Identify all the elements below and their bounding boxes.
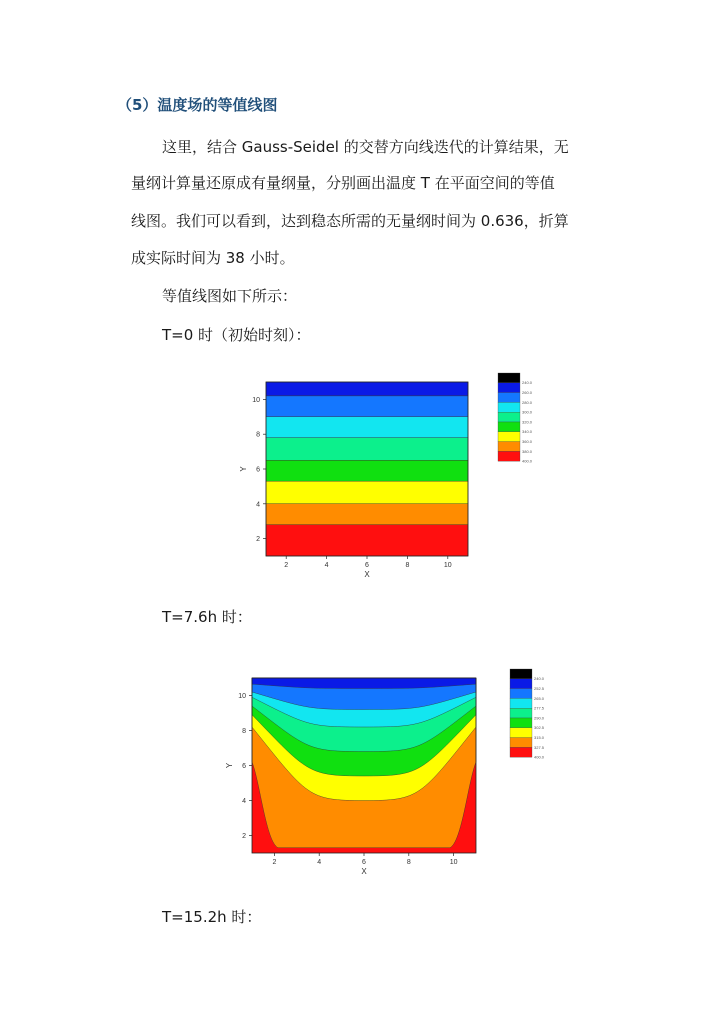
x-axis-label: X	[361, 867, 367, 876]
legend-label: 400.0	[534, 754, 545, 760]
y-axis-label: Y	[239, 466, 248, 472]
legend-swatch	[510, 698, 532, 708]
x-tick-label: 4	[317, 859, 322, 866]
x-tick-label: 10	[449, 859, 458, 866]
y-tick-label: 2	[242, 833, 246, 840]
legend-label: 280.0	[522, 399, 533, 405]
x-tick-label: 2	[272, 859, 277, 866]
x-tick-label: 2	[284, 562, 289, 569]
legend-label: 260.0	[522, 390, 533, 395]
legend-swatch	[510, 708, 532, 718]
x-tick-label: 6	[365, 562, 369, 569]
y-axis-label: Y	[225, 762, 234, 769]
legend-swatch	[510, 689, 532, 699]
legend-label: 290.0	[534, 715, 545, 721]
y-tick-label: 4	[256, 501, 260, 509]
legend-label: 360.0	[522, 439, 533, 444]
legend-label: 252.5	[534, 686, 545, 691]
legend-label: 380.0	[522, 448, 533, 454]
y-tick-label: 8	[256, 431, 260, 439]
x-tick-label: 10	[443, 562, 452, 569]
x-tick-label: 6	[362, 859, 366, 866]
legend-label: 327.5	[534, 744, 545, 750]
legend-swatch	[510, 718, 532, 728]
legend-label: 240.0	[522, 380, 533, 386]
legend-swatch	[510, 679, 532, 689]
x-tick-label: 8	[405, 562, 410, 569]
legend-label: 320.0	[522, 419, 533, 425]
y-tick-label: 10	[238, 693, 246, 700]
legend-swatch	[510, 669, 532, 679]
y-tick-label: 6	[256, 466, 260, 474]
section-heading: （5）温度场的等值线图	[117, 96, 278, 114]
x-axis-label: X	[364, 570, 370, 579]
intro-text: 等值线图如下所示：	[162, 287, 298, 305]
caption-t7-6h: T=7.6h 时：	[162, 608, 252, 626]
paragraph-line-3: 线图。我们可以看到，达到稳态所需的无量纲时间为 0.636，折算	[131, 212, 569, 230]
legend-label: 277.5	[534, 705, 545, 711]
paragraph-line-1: 这里，结合 Gauss-Seidel 的交替方向线迭代的计算结果，无	[162, 138, 569, 156]
paragraph-line-4: 成实际时间为 38 小时。	[131, 249, 295, 267]
legend-label: 265.0	[534, 695, 545, 701]
x-tick-label: 8	[406, 859, 411, 866]
legend-label: 240.0	[534, 676, 545, 682]
legend-swatch	[510, 747, 532, 757]
legend-label: 302.5	[534, 725, 545, 731]
y-tick-label: 10	[252, 396, 260, 404]
legend-label: 400.0	[522, 458, 533, 464]
legend-label: 315.0	[534, 735, 545, 740]
y-tick-label: 8	[242, 728, 246, 735]
legend-label: 300.0	[522, 409, 533, 415]
legend-swatch	[510, 738, 532, 748]
y-tick-label: 2	[256, 536, 260, 544]
y-tick-label: 6	[242, 763, 246, 770]
legend-label: 340.0	[522, 429, 533, 435]
x-tick-label: 4	[324, 562, 329, 569]
legend-swatch	[510, 728, 532, 738]
caption-t0: T=0 时（初始时刻）：	[162, 326, 311, 344]
paragraph-line-2: 量纲计算量还原成有量纲量，分别画出温度 T 在平面空间的等值	[131, 174, 555, 192]
y-tick-label: 4	[242, 798, 246, 805]
caption-t15-2h: T=15.2h 时：	[162, 908, 262, 926]
